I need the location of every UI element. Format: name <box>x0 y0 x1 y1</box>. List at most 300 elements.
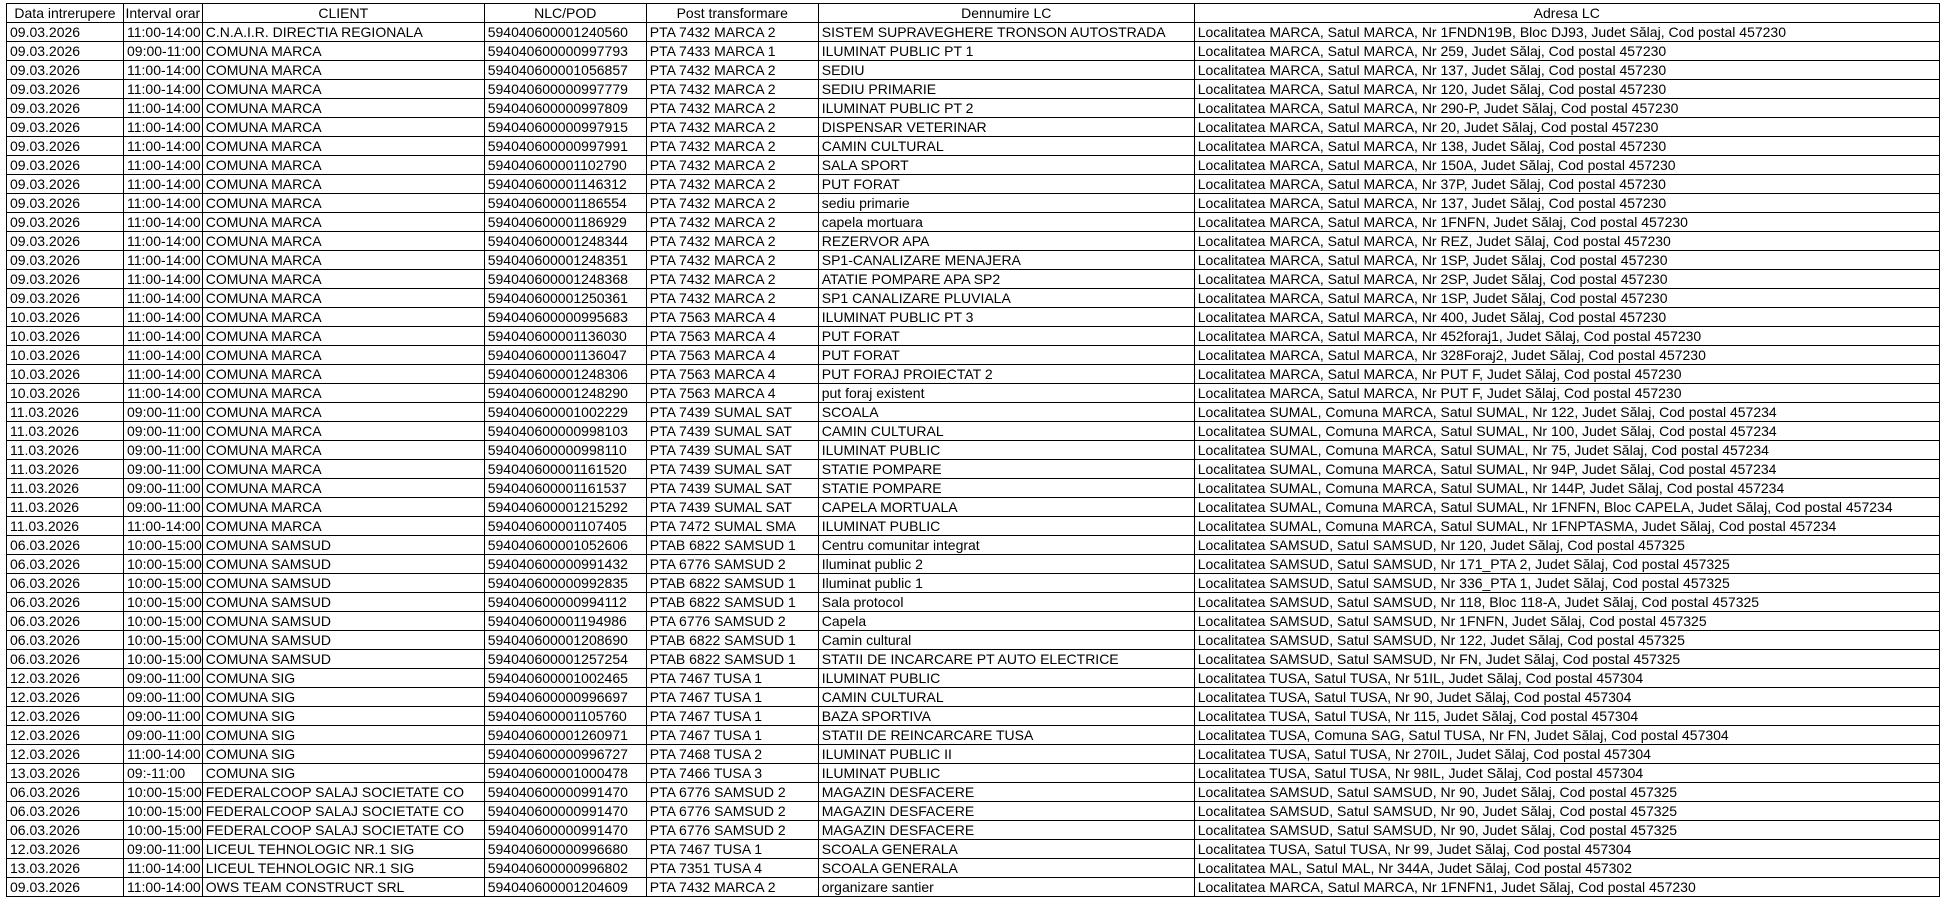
cell-nlc-pod: 594040600001052606 <box>484 536 646 555</box>
cell-date: 09.03.2026 <box>7 80 124 99</box>
cell-denumire: PUT FORAT <box>818 327 1194 346</box>
cell-denumire: ILUMINAT PUBLIC PT 1 <box>818 42 1194 61</box>
cell-client: LICEUL TEHNOLOGIC NR.1 SIG <box>202 859 484 878</box>
cell-adresa: Localitatea SAMSUD, Satul SAMSUD, Nr 120, Judet Sălaj, Cod postal 457325 <box>1194 536 1939 555</box>
cell-interval: 11:00-14:00 <box>124 517 203 536</box>
cell-date: 09.03.2026 <box>7 99 124 118</box>
cell-adresa: Localitatea SAMSUD, Satul SAMSUD, Nr FN, Judet Sălaj, Cod postal 457325 <box>1194 650 1939 669</box>
cell-date: 06.03.2026 <box>7 555 124 574</box>
table-row <box>7 118 1940 137</box>
cell-post: PTAB 6822 SAMSUD 1 <box>646 631 818 650</box>
cell-denumire: organizare santier <box>818 878 1194 897</box>
cell-adresa: Localitatea MARCA, Satul MARCA, Nr 1FNFN1, Judet Sălaj, Cod postal 457230 <box>1194 878 1939 897</box>
cell-date: 09.03.2026 <box>7 61 124 80</box>
cell-client: COMUNA MARCA <box>202 213 484 232</box>
table-row <box>7 441 1940 460</box>
cell-date: 06.03.2026 <box>7 802 124 821</box>
cell-interval: 09:00-11:00 <box>124 479 203 498</box>
table-row <box>7 289 1940 308</box>
cell-nlc-pod: 594040600001248306 <box>484 365 646 384</box>
cell-interval: 11:00-14:00 <box>124 118 203 137</box>
cell-post: PTA 6776 SAMSUD 2 <box>646 821 818 840</box>
cell-denumire: STATIE POMPARE <box>818 460 1194 479</box>
cell-date: 11.03.2026 <box>7 422 124 441</box>
cell-nlc-pod: 594040600000991470 <box>484 802 646 821</box>
cell-interval: 11:00-14:00 <box>124 137 203 156</box>
header-client: CLIENT <box>202 4 484 23</box>
cell-post: PTA 7432 MARCA 2 <box>646 99 818 118</box>
cell-denumire: STATIE POMPARE <box>818 479 1194 498</box>
cell-date: 12.03.2026 <box>7 840 124 859</box>
cell-post: PTA 7432 MARCA 2 <box>646 175 818 194</box>
cell-nlc-pod: 594040600000997915 <box>484 118 646 137</box>
cell-date: 11.03.2026 <box>7 498 124 517</box>
cell-client: COMUNA MARCA <box>202 460 484 479</box>
cell-denumire: Camin cultural <box>818 631 1194 650</box>
cell-nlc-pod: 594040600001161520 <box>484 460 646 479</box>
cell-client: COMUNA MARCA <box>202 422 484 441</box>
cell-adresa: Localitatea MARCA, Satul MARCA, Nr REZ, Judet Sălaj, Cod postal 457230 <box>1194 232 1939 251</box>
cell-interval: 09:00-11:00 <box>124 498 203 517</box>
cell-adresa: Localitatea TUSA, Satul TUSA, Nr 115, Judet Sălaj, Cod postal 457304 <box>1194 707 1939 726</box>
cell-post: PTA 7432 MARCA 2 <box>646 232 818 251</box>
header-post-transformare: Post transformare <box>646 4 818 23</box>
cell-post: PTA 7467 TUSA 1 <box>646 840 818 859</box>
cell-interval: 11:00-14:00 <box>124 308 203 327</box>
cell-denumire: Capela <box>818 612 1194 631</box>
cell-client: COMUNA MARCA <box>202 327 484 346</box>
cell-interval: 11:00-14:00 <box>124 270 203 289</box>
cell-nlc-pod: 594040600000994112 <box>484 593 646 612</box>
cell-nlc-pod: 594040600001260971 <box>484 726 646 745</box>
cell-post: PTA 7472 SUMAL SMA <box>646 517 818 536</box>
cell-post: PTA 7439 SUMAL SAT <box>646 403 818 422</box>
cell-interval: 11:00-14:00 <box>124 80 203 99</box>
cell-denumire: Centru comunitar integrat <box>818 536 1194 555</box>
cell-adresa: Localitatea MARCA, Satul MARCA, Nr 150A, Judet Sălaj, Cod postal 457230 <box>1194 156 1939 175</box>
table-row <box>7 194 1940 213</box>
cell-denumire: put foraj existent <box>818 384 1194 403</box>
cell-client: COMUNA SIG <box>202 688 484 707</box>
cell-post: PTA 7432 MARCA 2 <box>646 251 818 270</box>
table-row <box>7 99 1940 118</box>
cell-date: 06.03.2026 <box>7 783 124 802</box>
cell-adresa: Localitatea SUMAL, Comuna MARCA, Satul SUMAL, Nr 122, Judet Sălaj, Cod postal 457234 <box>1194 403 1939 422</box>
cell-adresa: Localitatea TUSA, Satul TUSA, Nr 51IL, Judet Sălaj, Cod postal 457304 <box>1194 669 1939 688</box>
cell-interval: 11:00-14:00 <box>124 878 203 897</box>
cell-interval: 10:00-15:00 <box>124 802 203 821</box>
cell-date: 12.03.2026 <box>7 669 124 688</box>
cell-adresa: Localitatea MARCA, Satul MARCA, Nr 259, Judet Sălaj, Cod postal 457230 <box>1194 42 1939 61</box>
cell-interval: 09:00-11:00 <box>124 403 203 422</box>
cell-denumire: SP1 CANALIZARE PLUVIALA <box>818 289 1194 308</box>
cell-denumire: SISTEM SUPRAVEGHERE TRONSON AUTOSTRADA <box>818 23 1194 42</box>
cell-post: PTA 7432 MARCA 2 <box>646 194 818 213</box>
cell-denumire: Iluminat public 2 <box>818 555 1194 574</box>
cell-interval: 11:00-14:00 <box>124 213 203 232</box>
cell-post: PTAB 6822 SAMSUD 1 <box>646 650 818 669</box>
cell-date: 12.03.2026 <box>7 688 124 707</box>
cell-adresa: Localitatea TUSA, Satul TUSA, Nr 270IL, Judet Sălaj, Cod postal 457304 <box>1194 745 1939 764</box>
cell-denumire: ATATIE POMPARE APA SP2 <box>818 270 1194 289</box>
cell-denumire: ILUMINAT PUBLIC II <box>818 745 1194 764</box>
table-row <box>7 745 1940 764</box>
cell-client: COMUNA MARCA <box>202 365 484 384</box>
cell-denumire: BAZA SPORTIVA <box>818 707 1194 726</box>
cell-nlc-pod: 594040600001194986 <box>484 612 646 631</box>
cell-adresa: Localitatea MARCA, Satul MARCA, Nr 1FNDN19B, Bloc DJ93, Judet Sălaj, Cod postal 457230 <box>1194 23 1939 42</box>
cell-date: 11.03.2026 <box>7 517 124 536</box>
cell-interval: 10:00-15:00 <box>124 821 203 840</box>
cell-adresa: Localitatea SAMSUD, Satul SAMSUD, Nr 122, Judet Sălaj, Cod postal 457325 <box>1194 631 1939 650</box>
cell-nlc-pod: 594040600001257254 <box>484 650 646 669</box>
cell-denumire: CAPELA MORTUALA <box>818 498 1194 517</box>
cell-denumire: sediu primarie <box>818 194 1194 213</box>
cell-client: COMUNA SIG <box>202 669 484 688</box>
cell-client: FEDERALCOOP SALAJ SOCIETATE CO <box>202 802 484 821</box>
cell-adresa: Localitatea TUSA, Comuna SAG, Satul TUSA, Nr FN, Judet Sălaj, Cod postal 457304 <box>1194 726 1939 745</box>
cell-adresa: Localitatea SAMSUD, Satul SAMSUD, Nr 171_PTA 2, Judet Sălaj, Cod postal 457325 <box>1194 555 1939 574</box>
table-row <box>7 726 1940 745</box>
cell-post: PTA 6776 SAMSUD 2 <box>646 802 818 821</box>
cell-client: COMUNA MARCA <box>202 289 484 308</box>
cell-denumire: ILUMINAT PUBLIC <box>818 517 1194 536</box>
cell-date: 12.03.2026 <box>7 707 124 726</box>
cell-nlc-pod: 594040600001248344 <box>484 232 646 251</box>
cell-adresa: Localitatea SAMSUD, Satul SAMSUD, Nr 1FNFN, Judet Sălaj, Cod postal 457325 <box>1194 612 1939 631</box>
table-row <box>7 232 1940 251</box>
cell-denumire: MAGAZIN DESFACERE <box>818 783 1194 802</box>
table-row <box>7 213 1940 232</box>
header-nlc-pod: NLC/POD <box>484 4 646 23</box>
cell-nlc-pod: 594040600001248368 <box>484 270 646 289</box>
cell-post: PTA 7433 MARCA 1 <box>646 42 818 61</box>
cell-nlc-pod: 594040600000996802 <box>484 859 646 878</box>
table-row <box>7 859 1940 878</box>
cell-denumire: ILUMINAT PUBLIC PT 2 <box>818 99 1194 118</box>
cell-post: PTA 7432 MARCA 2 <box>646 118 818 137</box>
cell-denumire: capela mortuara <box>818 213 1194 232</box>
cell-post: PTA 7563 MARCA 4 <box>646 346 818 365</box>
cell-date: 09.03.2026 <box>7 175 124 194</box>
cell-client: COMUNA MARCA <box>202 80 484 99</box>
cell-date: 06.03.2026 <box>7 574 124 593</box>
cell-nlc-pod: 594040600000991470 <box>484 821 646 840</box>
cell-client: COMUNA MARCA <box>202 308 484 327</box>
table-body <box>7 23 1940 897</box>
cell-nlc-pod: 594040600001056857 <box>484 61 646 80</box>
cell-post: PTA 7439 SUMAL SAT <box>646 479 818 498</box>
cell-client: COMUNA SAMSUD <box>202 593 484 612</box>
table-row <box>7 612 1940 631</box>
cell-denumire: PUT FORAJ PROIECTAT 2 <box>818 365 1194 384</box>
cell-denumire: MAGAZIN DESFACERE <box>818 821 1194 840</box>
cell-denumire: PUT FORAT <box>818 346 1194 365</box>
cell-adresa: Localitatea MARCA, Satul MARCA, Nr 1SP, Judet Sălaj, Cod postal 457230 <box>1194 251 1939 270</box>
cell-interval: 11:00-14:00 <box>124 346 203 365</box>
cell-adresa: Localitatea SUMAL, Comuna MARCA, Satul SUMAL, Nr 94P, Judet Sălaj, Cod postal 457234 <box>1194 460 1939 479</box>
cell-date: 06.03.2026 <box>7 536 124 555</box>
cell-date: 09.03.2026 <box>7 251 124 270</box>
cell-adresa: Localitatea SAMSUD, Satul SAMSUD, Nr 90, Judet Sălaj, Cod postal 457325 <box>1194 821 1939 840</box>
cell-nlc-pod: 594040600000995683 <box>484 308 646 327</box>
cell-denumire: CAMIN CULTURAL <box>818 137 1194 156</box>
cell-adresa: Localitatea MARCA, Satul MARCA, Nr 400, Judet Sălaj, Cod postal 457230 <box>1194 308 1939 327</box>
cell-nlc-pod: 594040600001146312 <box>484 175 646 194</box>
cell-denumire: STATII DE INCARCARE PT AUTO ELECTRICE <box>818 650 1194 669</box>
cell-nlc-pod: 594040600001136047 <box>484 346 646 365</box>
table-row <box>7 650 1940 669</box>
cell-client: COMUNA MARCA <box>202 61 484 80</box>
cell-adresa: Localitatea TUSA, Satul TUSA, Nr 98IL, Judet Sălaj, Cod postal 457304 <box>1194 764 1939 783</box>
cell-denumire: STATII DE REINCARCARE TUSA <box>818 726 1194 745</box>
cell-denumire: PUT FORAT <box>818 175 1194 194</box>
cell-date: 09.03.2026 <box>7 194 124 213</box>
cell-date: 12.03.2026 <box>7 745 124 764</box>
cell-date: 11.03.2026 <box>7 479 124 498</box>
cell-adresa: Localitatea MARCA, Satul MARCA, Nr 452foraj1, Judet Sălaj, Cod postal 457230 <box>1194 327 1939 346</box>
cell-interval: 11:00-14:00 <box>124 289 203 308</box>
cell-adresa: Localitatea MARCA, Satul MARCA, Nr 328Foraj2, Judet Sălaj, Cod postal 457230 <box>1194 346 1939 365</box>
cell-client: LICEUL TEHNOLOGIC NR.1 SIG <box>202 840 484 859</box>
cell-nlc-pod: 594040600001107405 <box>484 517 646 536</box>
cell-adresa: Localitatea MARCA, Satul MARCA, Nr 20, Judet Sălaj, Cod postal 457230 <box>1194 118 1939 137</box>
cell-client: C.N.A.I.R. DIRECTIA REGIONALA <box>202 23 484 42</box>
cell-interval: 09:00-11:00 <box>124 688 203 707</box>
cell-client: COMUNA MARCA <box>202 517 484 536</box>
cell-denumire: SCOALA GENERALA <box>818 840 1194 859</box>
cell-denumire: CAMIN CULTURAL <box>818 422 1194 441</box>
table-row <box>7 308 1940 327</box>
cell-date: 09.03.2026 <box>7 23 124 42</box>
cell-nlc-pod: 594040600001002229 <box>484 403 646 422</box>
cell-adresa: Localitatea MARCA, Satul MARCA, Nr 138, Judet Sălaj, Cod postal 457230 <box>1194 137 1939 156</box>
table-row <box>7 327 1940 346</box>
cell-adresa: Localitatea MAL, Satul MAL, Nr 344A, Judet Sălaj, Cod postal 457302 <box>1194 859 1939 878</box>
table-row <box>7 498 1940 517</box>
header-row <box>7 4 1940 23</box>
cell-denumire: Iluminat public 1 <box>818 574 1194 593</box>
cell-adresa: Localitatea SUMAL, Comuna MARCA, Satul SUMAL, Nr 1FNPTASMA, Judet Sălaj, Cod postal 457234 <box>1194 517 1939 536</box>
cell-denumire: SEDIU PRIMARIE <box>818 80 1194 99</box>
cell-nlc-pod: 594040600001136030 <box>484 327 646 346</box>
cell-post: PTA 7467 TUSA 1 <box>646 726 818 745</box>
cell-interval: 11:00-14:00 <box>124 175 203 194</box>
cell-adresa: Localitatea MARCA, Satul MARCA, Nr 1SP, Judet Sălaj, Cod postal 457230 <box>1194 289 1939 308</box>
cell-post: PTA 7439 SUMAL SAT <box>646 441 818 460</box>
cell-adresa: Localitatea MARCA, Satul MARCA, Nr 37P, Judet Sălaj, Cod postal 457230 <box>1194 175 1939 194</box>
cell-interval: 11:00-14:00 <box>124 99 203 118</box>
cell-post: PTA 7432 MARCA 2 <box>646 156 818 175</box>
table-row <box>7 821 1940 840</box>
cell-denumire: SCOALA <box>818 403 1194 422</box>
cell-post: PTA 7467 TUSA 1 <box>646 669 818 688</box>
cell-nlc-pod: 594040600000991470 <box>484 783 646 802</box>
cell-date: 06.03.2026 <box>7 631 124 650</box>
table-row <box>7 365 1940 384</box>
cell-client: COMUNA SAMSUD <box>202 650 484 669</box>
cell-date: 09.03.2026 <box>7 878 124 897</box>
cell-client: COMUNA MARCA <box>202 137 484 156</box>
cell-post: PTA 7563 MARCA 4 <box>646 327 818 346</box>
table-row <box>7 422 1940 441</box>
cell-adresa: Localitatea SAMSUD, Satul SAMSUD, Nr 336_PTA 1, Judet Sălaj, Cod postal 457325 <box>1194 574 1939 593</box>
cell-client: COMUNA MARCA <box>202 441 484 460</box>
table-row <box>7 555 1940 574</box>
cell-client: COMUNA MARCA <box>202 156 484 175</box>
table-row <box>7 764 1940 783</box>
cell-client: COMUNA SIG <box>202 764 484 783</box>
cell-interval: 09:-11:00 <box>124 764 203 783</box>
cell-interval: 10:00-15:00 <box>124 631 203 650</box>
cell-interval: 11:00-14:00 <box>124 23 203 42</box>
cell-post: PTA 7439 SUMAL SAT <box>646 422 818 441</box>
cell-nlc-pod: 594040600001204609 <box>484 878 646 897</box>
cell-nlc-pod: 594040600000998103 <box>484 422 646 441</box>
cell-adresa: Localitatea MARCA, Satul MARCA, Nr 1FNFN, Judet Sălaj, Cod postal 457230 <box>1194 213 1939 232</box>
cell-nlc-pod: 594040600001215292 <box>484 498 646 517</box>
cell-interval: 10:00-15:00 <box>124 555 203 574</box>
cell-post: PTA 7467 TUSA 1 <box>646 707 818 726</box>
cell-client: COMUNA MARCA <box>202 194 484 213</box>
cell-nlc-pod: 594040600001248351 <box>484 251 646 270</box>
cell-client: COMUNA SAMSUD <box>202 574 484 593</box>
cell-interval: 09:00-11:00 <box>124 707 203 726</box>
table-row <box>7 707 1940 726</box>
cell-date: 09.03.2026 <box>7 137 124 156</box>
cell-client: COMUNA SIG <box>202 707 484 726</box>
cell-denumire: CAMIN CULTURAL <box>818 688 1194 707</box>
table-row <box>7 61 1940 80</box>
cell-date: 12.03.2026 <box>7 726 124 745</box>
cell-adresa: Localitatea TUSA, Satul TUSA, Nr 90, Judet Sălaj, Cod postal 457304 <box>1194 688 1939 707</box>
cell-adresa: Localitatea MARCA, Satul MARCA, Nr 120, Judet Sălaj, Cod postal 457230 <box>1194 80 1939 99</box>
table-row <box>7 878 1940 897</box>
table-row <box>7 346 1940 365</box>
cell-denumire: ILUMINAT PUBLIC <box>818 764 1194 783</box>
cell-adresa: Localitatea SUMAL, Comuna MARCA, Satul SUMAL, Nr 144P, Judet Sălaj, Cod postal 457234 <box>1194 479 1939 498</box>
table-row <box>7 536 1940 555</box>
cell-post: PTAB 6822 SAMSUD 1 <box>646 574 818 593</box>
cell-client: COMUNA MARCA <box>202 232 484 251</box>
cell-denumire: SALA SPORT <box>818 156 1194 175</box>
cell-date: 10.03.2026 <box>7 327 124 346</box>
cell-client: COMUNA MARCA <box>202 42 484 61</box>
cell-nlc-pod: 594040600000997793 <box>484 42 646 61</box>
table-row <box>7 783 1940 802</box>
cell-post: PTA 7432 MARCA 2 <box>646 23 818 42</box>
cell-date: 06.03.2026 <box>7 593 124 612</box>
cell-date: 13.03.2026 <box>7 859 124 878</box>
cell-interval: 10:00-15:00 <box>124 783 203 802</box>
cell-client: COMUNA MARCA <box>202 99 484 118</box>
cell-post: PTAB 6822 SAMSUD 1 <box>646 593 818 612</box>
cell-post: PTA 7466 TUSA 3 <box>646 764 818 783</box>
cell-client: COMUNA MARCA <box>202 479 484 498</box>
cell-denumire: SCOALA GENERALA <box>818 859 1194 878</box>
cell-date: 10.03.2026 <box>7 346 124 365</box>
table-row <box>7 23 1940 42</box>
cell-nlc-pod: 594040600000992835 <box>484 574 646 593</box>
table-row <box>7 460 1940 479</box>
cell-nlc-pod: 594040600001186929 <box>484 213 646 232</box>
table-row <box>7 42 1940 61</box>
cell-client: COMUNA SAMSUD <box>202 536 484 555</box>
cell-post: PTA 7432 MARCA 2 <box>646 61 818 80</box>
cell-interval: 11:00-14:00 <box>124 232 203 251</box>
cell-interval: 11:00-14:00 <box>124 745 203 764</box>
cell-post: PTAB 6822 SAMSUD 1 <box>646 536 818 555</box>
cell-nlc-pod: 594040600001208690 <box>484 631 646 650</box>
cell-client: FEDERALCOOP SALAJ SOCIETATE CO <box>202 783 484 802</box>
cell-interval: 11:00-14:00 <box>124 194 203 213</box>
cell-adresa: Localitatea MARCA, Satul MARCA, Nr PUT F, Judet Sălaj, Cod postal 457230 <box>1194 384 1939 403</box>
cell-client: COMUNA SAMSUD <box>202 555 484 574</box>
cell-client: COMUNA MARCA <box>202 175 484 194</box>
table-row <box>7 688 1940 707</box>
cell-nlc-pod: 594040600000998110 <box>484 441 646 460</box>
cell-interval: 11:00-14:00 <box>124 859 203 878</box>
cell-post: PTA 7432 MARCA 2 <box>646 289 818 308</box>
cell-denumire: REZERVOR APA <box>818 232 1194 251</box>
table-row <box>7 175 1940 194</box>
table-row <box>7 479 1940 498</box>
cell-post: PTA 6776 SAMSUD 2 <box>646 783 818 802</box>
cell-interval: 09:00-11:00 <box>124 726 203 745</box>
cell-nlc-pod: 594040600001240560 <box>484 23 646 42</box>
cell-client: COMUNA MARCA <box>202 498 484 517</box>
cell-client: COMUNA SIG <box>202 726 484 745</box>
cell-client: FEDERALCOOP SALAJ SOCIETATE CO <box>202 821 484 840</box>
cell-post: PTA 6776 SAMSUD 2 <box>646 612 818 631</box>
cell-date: 10.03.2026 <box>7 384 124 403</box>
table-row <box>7 669 1940 688</box>
cell-client: COMUNA MARCA <box>202 118 484 137</box>
cell-nlc-pod: 594040600001161537 <box>484 479 646 498</box>
table-row <box>7 137 1940 156</box>
table-row <box>7 80 1940 99</box>
cell-date: 09.03.2026 <box>7 289 124 308</box>
cell-interval: 09:00-11:00 <box>124 669 203 688</box>
cell-client: COMUNA MARCA <box>202 384 484 403</box>
cell-adresa: Localitatea SUMAL, Comuna MARCA, Satul SUMAL, Nr 100, Judet Sălaj, Cod postal 457234 <box>1194 422 1939 441</box>
cell-interval: 10:00-15:00 <box>124 650 203 669</box>
cell-nlc-pod: 594040600001105760 <box>484 707 646 726</box>
header-data-intrerupere: Data intrerupere <box>7 4 124 23</box>
cell-denumire: SP1-CANALIZARE MENAJERA <box>818 251 1194 270</box>
cell-date: 09.03.2026 <box>7 213 124 232</box>
table-row <box>7 802 1940 821</box>
cell-interval: 10:00-15:00 <box>124 536 203 555</box>
cell-post: PTA 7468 TUSA 2 <box>646 745 818 764</box>
cell-nlc-pod: 594040600001002465 <box>484 669 646 688</box>
cell-date: 09.03.2026 <box>7 270 124 289</box>
cell-date: 11.03.2026 <box>7 460 124 479</box>
cell-client: COMUNA MARCA <box>202 346 484 365</box>
header-adresa-lc: Adresa LC <box>1194 4 1939 23</box>
cell-date: 11.03.2026 <box>7 403 124 422</box>
cell-date: 09.03.2026 <box>7 156 124 175</box>
cell-adresa: Localitatea MARCA, Satul MARCA, Nr 137, Judet Sălaj, Cod postal 457230 <box>1194 61 1939 80</box>
cell-date: 10.03.2026 <box>7 365 124 384</box>
cell-interval: 10:00-15:00 <box>124 574 203 593</box>
cell-date: 09.03.2026 <box>7 42 124 61</box>
cell-adresa: Localitatea MARCA, Satul MARCA, Nr 137, Judet Sălaj, Cod postal 457230 <box>1194 194 1939 213</box>
cell-adresa: Localitatea SAMSUD, Satul SAMSUD, Nr 90, Judet Sălaj, Cod postal 457325 <box>1194 802 1939 821</box>
cell-interval: 11:00-14:00 <box>124 365 203 384</box>
cell-nlc-pod: 594040600001248290 <box>484 384 646 403</box>
cell-adresa: Localitatea MARCA, Satul MARCA, Nr 2SP, Judet Sălaj, Cod postal 457230 <box>1194 270 1939 289</box>
